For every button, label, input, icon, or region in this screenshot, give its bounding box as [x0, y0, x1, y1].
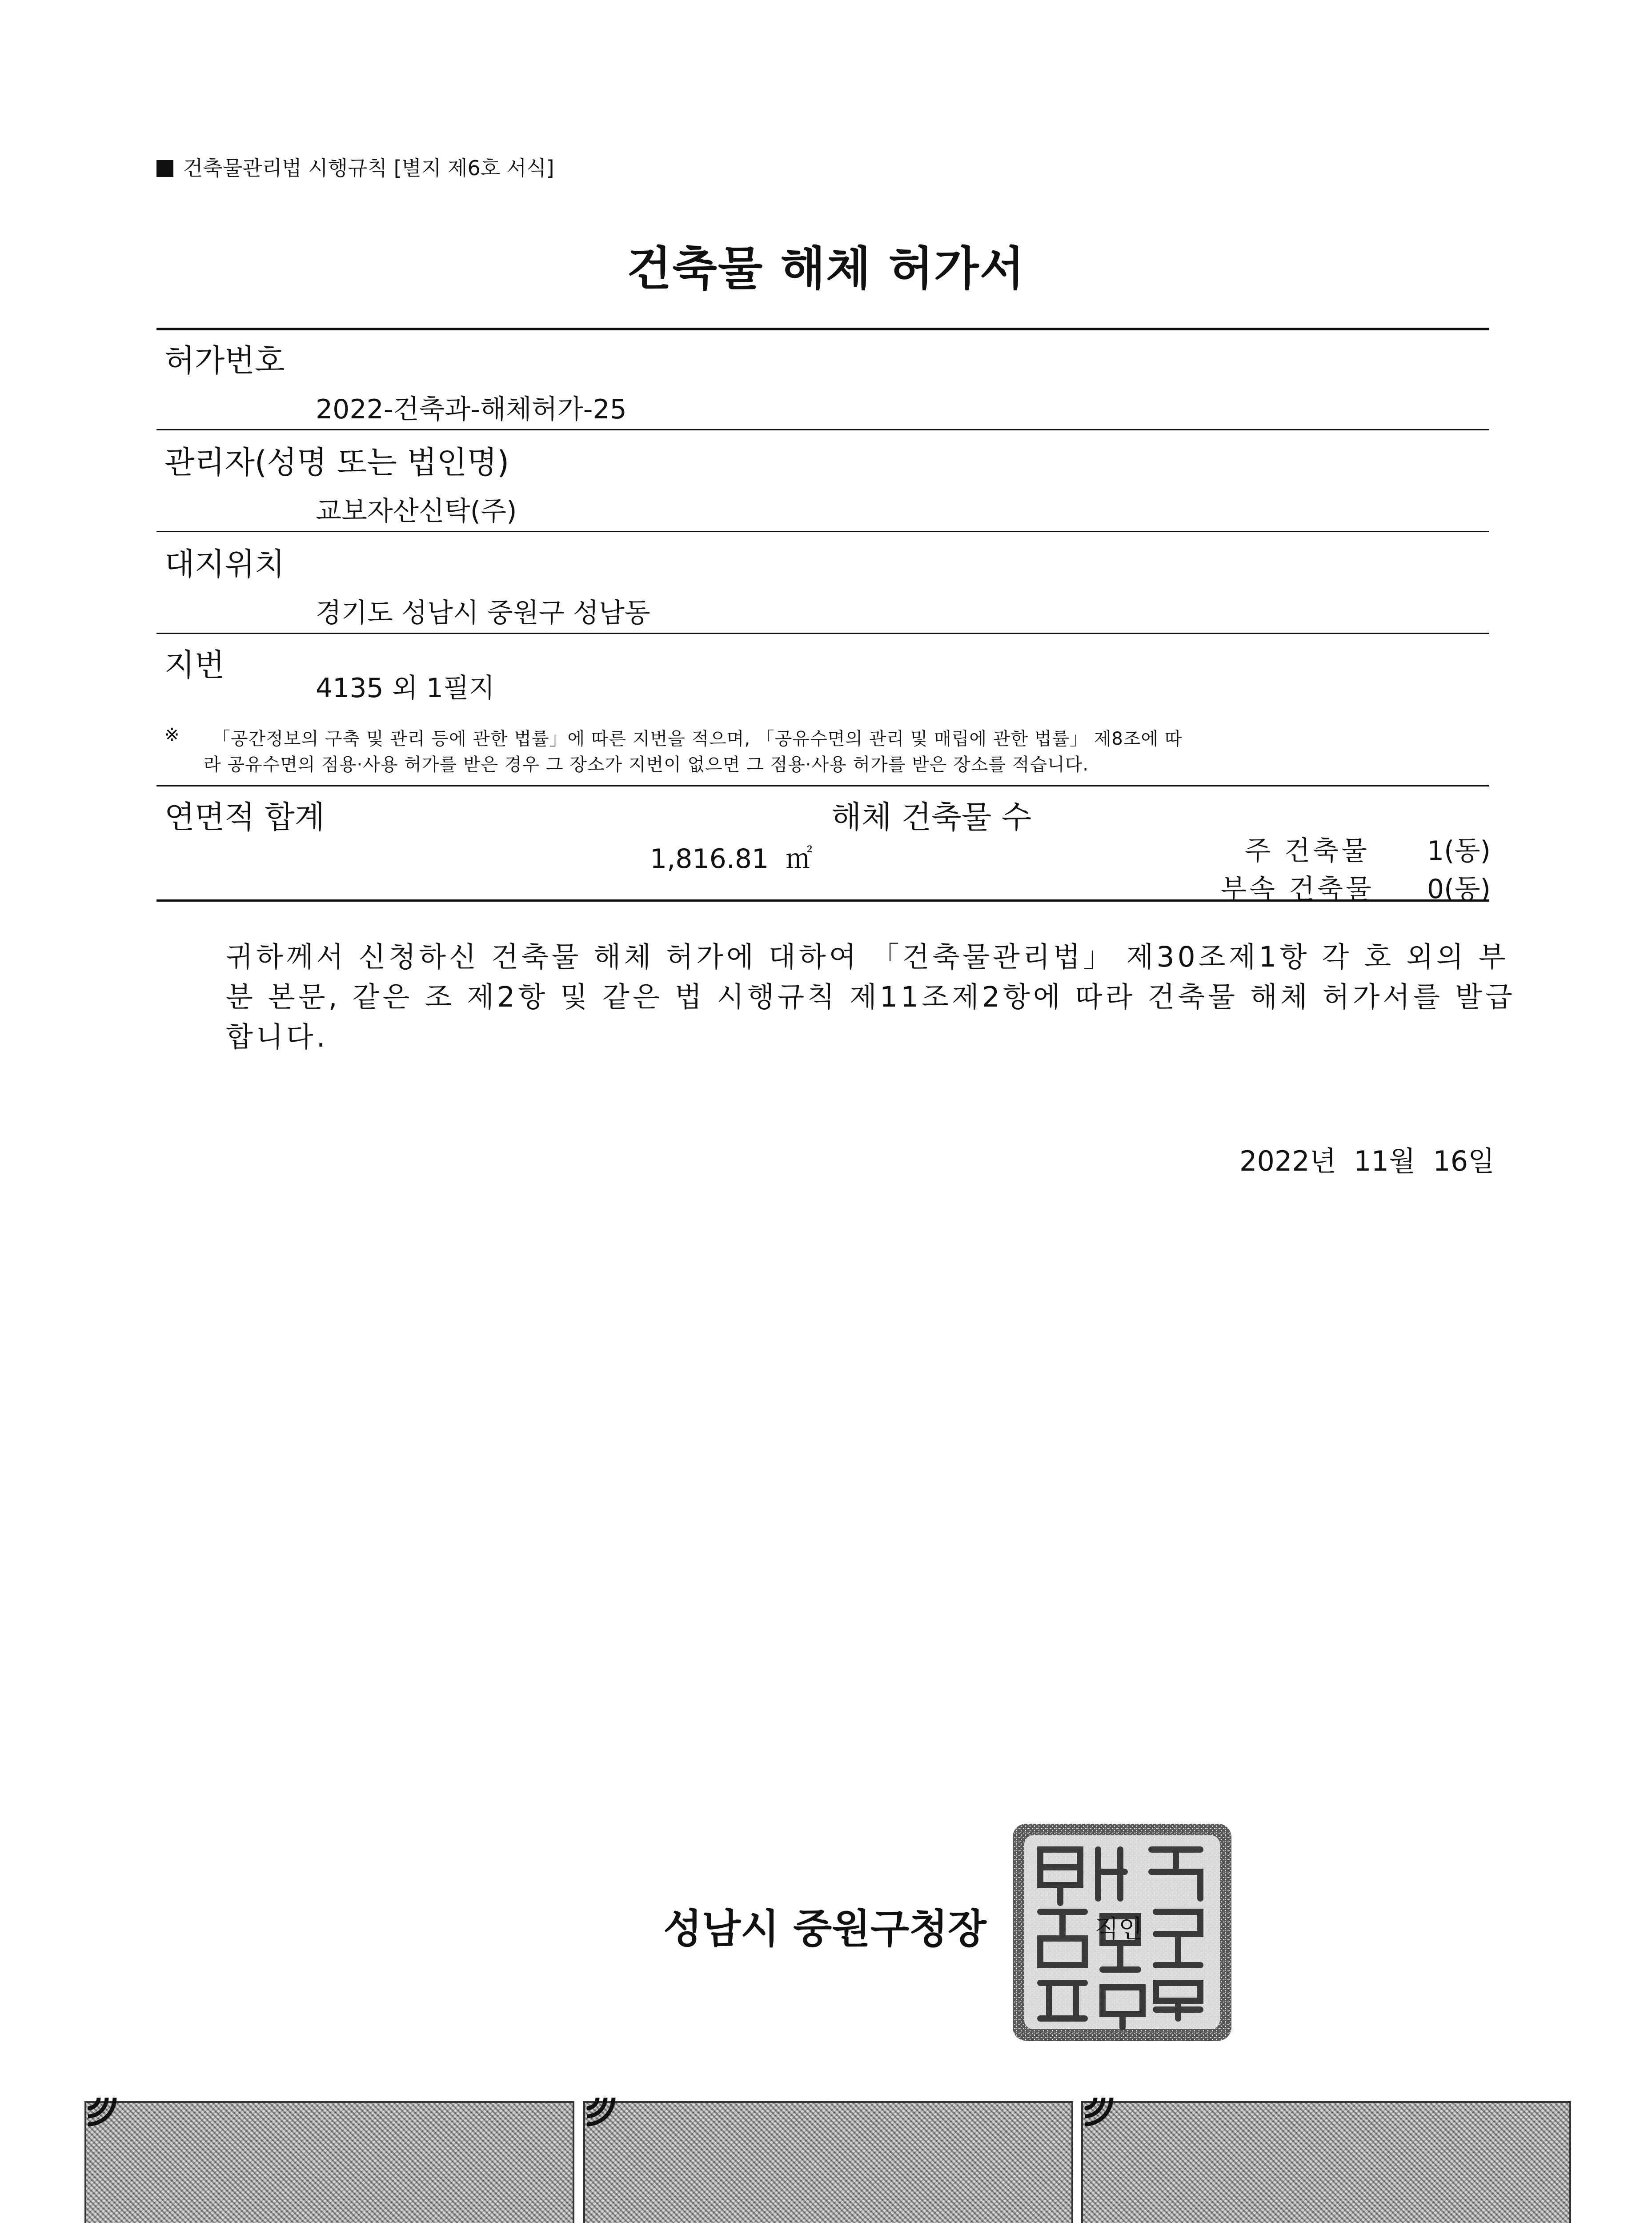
demolition-count-label: 해체 건축물 수: [831, 799, 1032, 835]
row-divider: [156, 633, 1489, 634]
accessory-building-label: 부속 건축물: [1221, 874, 1374, 905]
main-building-value: 1(동): [1427, 835, 1491, 867]
body-line-3: 합니다.: [226, 1021, 329, 1053]
row-divider: [156, 785, 1489, 786]
security-pattern-box-3: [1081, 2101, 1571, 2223]
body-line-1: 귀하께서 신청하신 건축물 해체 허가에 대하여 「건축물관리법」 제30조제1항 각 호 외의 부: [226, 941, 1509, 973]
form-reference-text: 건축물관리법 시행규칙 [별지 제6호 서식]: [183, 156, 554, 180]
table-top-rule: [156, 328, 1489, 330]
manager-label: 관리자(성명 또는 법인명): [164, 444, 509, 481]
note-line-2: 라 공유수면의 점용·사용 허가를 받은 경우 그 장소가 지번이 없으면 그 점용·사용 허가를 받은 장소를 적습니다.: [204, 754, 1089, 775]
site-location-value: 경기도 성남시 중원구 성남동: [316, 598, 650, 629]
note-line-1: 「공간정보의 구축 및 관리 등에 관한 법률」에 따른 지번을 적으며, 「공유수면의 관리 및 매립에 관한 법률」 제8조에 따: [213, 729, 1183, 749]
lot-number-value: 4135 외 1필지: [316, 673, 495, 704]
security-pattern-box-1: [84, 2101, 574, 2223]
body-line-2: 분 본문, 같은 조 제2항 및 같은 법 시행규칙 제11조제2항에 따라 건축물 해체 허가서를 발급: [226, 981, 1516, 1013]
area-unit: ㎡: [786, 843, 813, 875]
security-pattern-box-2: [583, 2101, 1073, 2223]
issuer-name: 성남시 중원구청장: [663, 1906, 986, 1952]
row-divider: [156, 429, 1489, 430]
form-reference: [156, 152, 554, 181]
issue-date: 2022년 11월 16일: [1239, 1145, 1495, 1177]
black-square-icon: [156, 160, 173, 177]
accessory-building-value: 0(동): [1427, 874, 1491, 905]
permit-number-label: 허가번호: [164, 342, 285, 379]
corner-mark-icon: [1080, 2093, 1120, 2133]
row-divider: [156, 531, 1489, 532]
site-location-label: 대지위치: [164, 546, 285, 582]
total-floor-area-label: 연면적 합계: [164, 799, 325, 835]
total-floor-area-number: 1,816.81: [650, 843, 769, 875]
total-floor-area-value: [650, 838, 812, 876]
permit-number-value: 2022-건축과-해체허가-25: [316, 394, 627, 425]
note-mark: ※: [164, 725, 180, 745]
corner-mark-icon: [582, 2093, 622, 2133]
manager-value: 교보자산신탁(주): [316, 496, 517, 527]
main-building-label: 주 건축물: [1245, 835, 1370, 867]
corner-mark-icon: [84, 2093, 124, 2133]
seal-label: 직인: [1095, 1915, 1143, 1944]
document-title: 건축물 해체 허가서: [626, 241, 1026, 296]
lot-number-label: 지번: [164, 647, 225, 683]
